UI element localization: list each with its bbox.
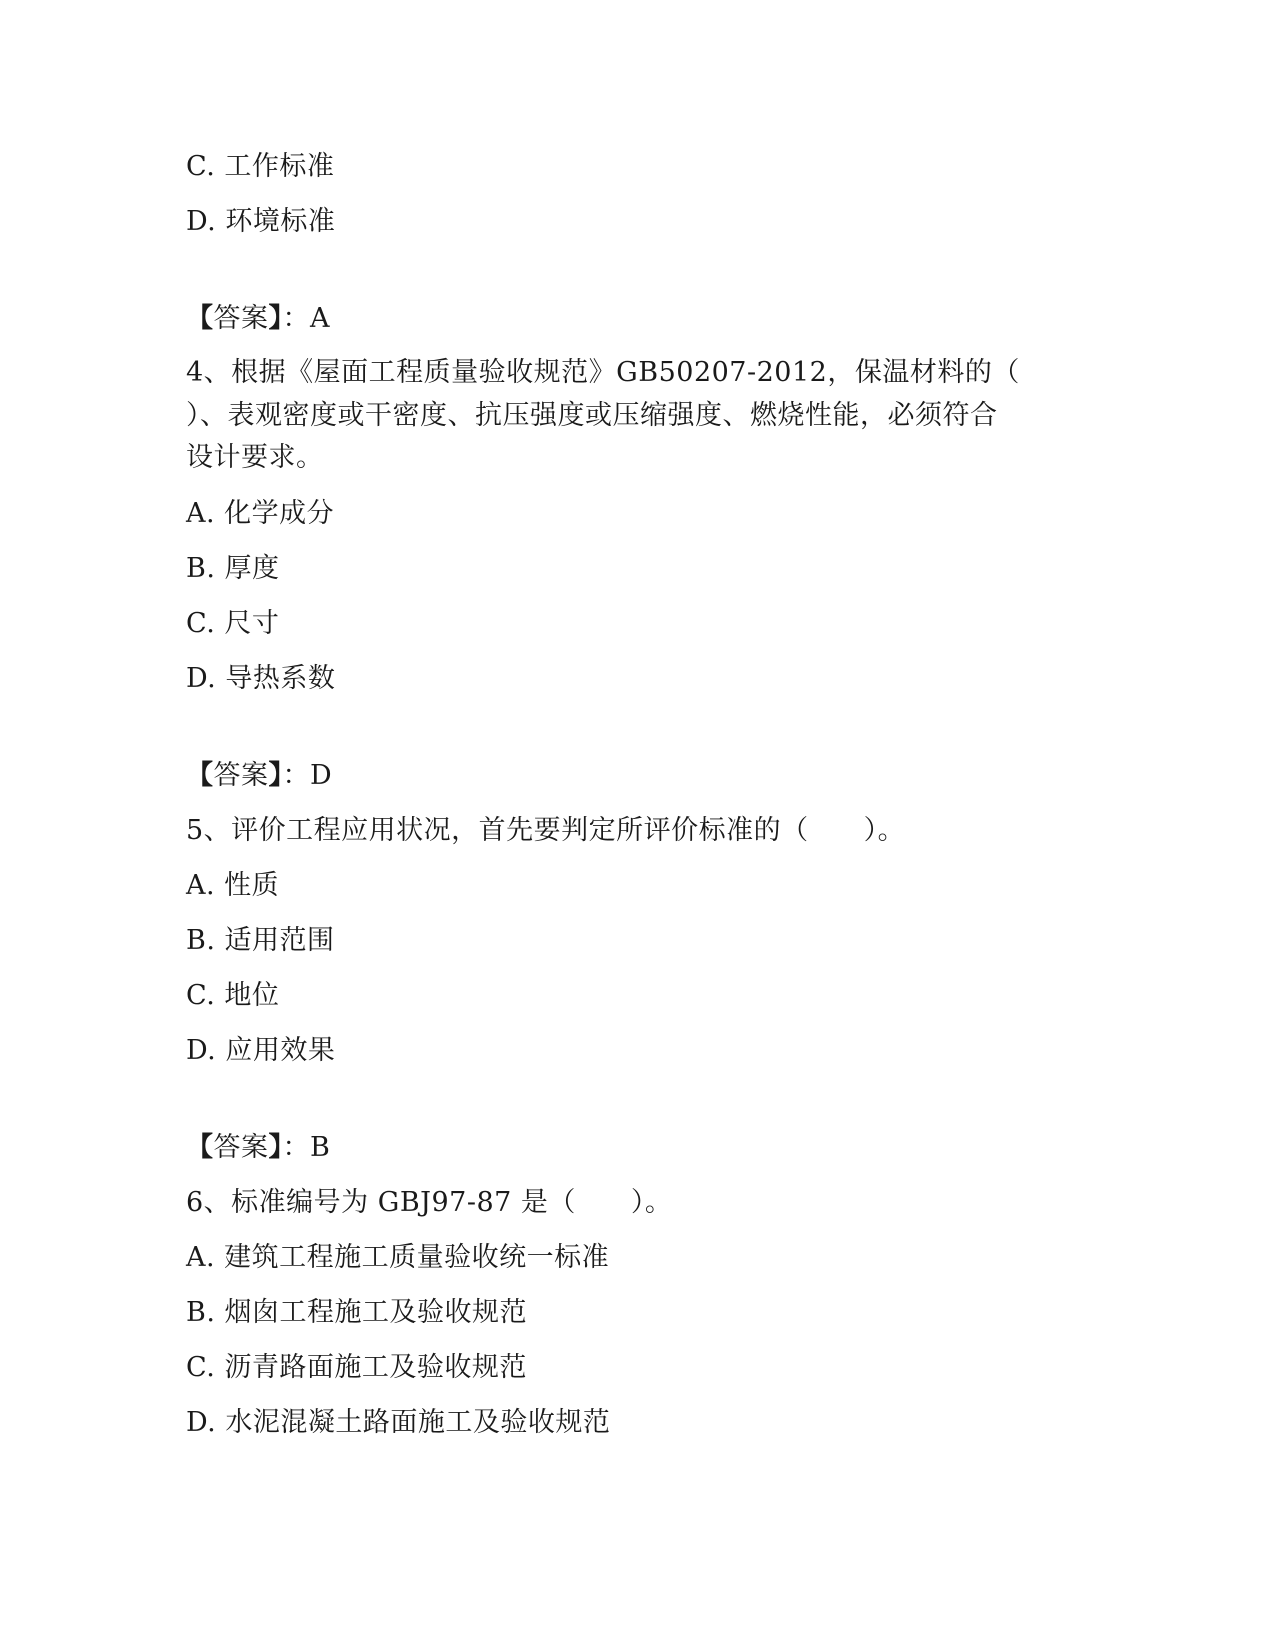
answer-colon: ： xyxy=(282,760,310,791)
option-4c: C. 尺寸 xyxy=(186,608,280,639)
answer-label: 答案 xyxy=(213,760,269,791)
answer-bracket-close: 】 xyxy=(268,760,283,791)
option-4a: A. 化学成分 xyxy=(186,498,335,529)
answer-bracket-open: 【 xyxy=(186,760,214,791)
option-4d: D. 导热系数 xyxy=(186,663,336,694)
option-3c: C. 工作标准 xyxy=(186,151,335,182)
option-6a: A. 建筑工程施工质量验收统一标准 xyxy=(186,1242,610,1273)
option-3d: D. 环境标准 xyxy=(186,206,336,237)
question-4-line-3: 设计要求。 xyxy=(186,442,324,473)
answer-4 xyxy=(186,759,332,793)
answer-label: 答案 xyxy=(213,1132,269,1163)
option-5d: D. 应用效果 xyxy=(186,1035,336,1066)
answer-5 xyxy=(186,1131,330,1165)
answer-value: B xyxy=(310,1132,331,1163)
option-5a: A. 性质 xyxy=(186,870,280,901)
question-5-line-1: 5、评价工程应用状况，首先要判定所评价标准的（ ）。 xyxy=(186,815,906,846)
answer-bracket-close: 】 xyxy=(268,1132,283,1163)
question-6-line-1: 6、标准编号为 GBJ97-87 是（ ）。 xyxy=(186,1187,673,1218)
answer-bracket-close: 】 xyxy=(268,303,283,334)
answer-colon: ： xyxy=(282,1132,310,1163)
question-4-line-2: ）、表观密度或干密度、抗压强度或压缩强度、燃烧性能，必须符合 xyxy=(186,400,998,431)
option-6d: D. 水泥混凝土路面施工及验收规范 xyxy=(186,1407,611,1438)
option-5c: C. 地位 xyxy=(186,980,280,1011)
answer-value: D xyxy=(310,760,333,791)
option-6c: C. 沥青路面施工及验收规范 xyxy=(186,1352,527,1383)
answer-label: 答案 xyxy=(213,303,269,334)
option-6b: B. 烟囱工程施工及验收规范 xyxy=(186,1297,528,1328)
question-4-line-1: 4、根据《屋面工程质量验收规范》GB50207-2012，保温材料的（ xyxy=(186,357,1020,388)
answer-bracket-open: 【 xyxy=(186,303,214,334)
option-4b: B. 厚度 xyxy=(186,553,280,584)
answer-bracket-open: 【 xyxy=(186,1132,214,1163)
answer-colon: ： xyxy=(282,303,310,334)
answer-value: A xyxy=(310,303,330,334)
option-5b: B. 适用范围 xyxy=(186,925,335,956)
answer-3 xyxy=(186,302,330,336)
